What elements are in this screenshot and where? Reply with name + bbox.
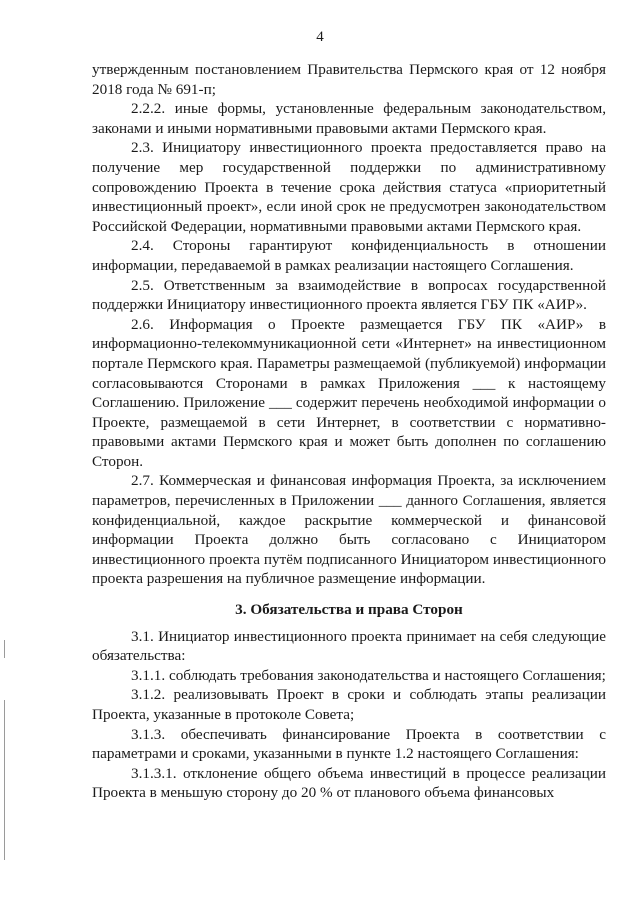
paragraph: 2.4. Стороны гарантируют конфиденциальность в отношении информации, передаваемой в рамках реализации настоящего Соглашения. (92, 237, 606, 274)
document-body (92, 60, 606, 803)
paragraph: 3.1.1. соблюдать требования законодательства и настоящего Соглашения; (131, 666, 606, 684)
paragraph: 2.7. Коммерческая и финансовая информация Проекта, за исключением параметров, перечисленных в Приложении ___ данного Соглашения, является конфиденциальной, каждое раскрытие коммерческой и финансовой информации Проекта должно быть согласовано с Инициатором инвестиционного проекта путём подписанного Инициатором инвестиционного проекта разрешения на публичное размещение информации. (92, 472, 606, 588)
paragraph: утвержденным постановлением Правительства Пермского края от 12 ноября 2018 года № 691-п; (92, 61, 606, 98)
section-heading: 3. Обязательства и права Сторон (235, 601, 463, 619)
paragraph: 3.1. Инициатор инвестиционного проекта принимает на себя следующие обязательства: (92, 627, 606, 665)
page-number: 4 (316, 29, 324, 45)
scan-edge-mark (4, 640, 5, 658)
paragraph: 2.2.2. иные формы, установленные федеральным законодательством, законами и иными нормативными правовыми актами Пермского края. (92, 100, 606, 137)
paragraph: 2.3. Инициатору инвестиционного проекта предоставляется право на получение мер государственной поддержки по административному сопровождению Проекта в течение срока действия статуса «приоритетный инвестиционный проект», если иной срок не предусмотрен законодательством Российской Федерации, нормативными правовыми актами Пермского края. (92, 139, 606, 235)
paragraph: 3.1.3. обеспечивать финансирование Проекта в соответствии с параметрами и сроками, указанными в пункте 1.2 настоящего Соглашения: (92, 725, 606, 763)
paragraph: 2.5. Ответственным за взаимодействие в вопросах государственной поддержки Инициатору инвестиционного проекта является ГБУ ПК «АИР». (92, 276, 606, 314)
paragraph: 3.1.3.1. отклонение общего объема инвестиций в процессе реализации Проекта в меньшую сторону до 20 % от планового объема финансовых (92, 764, 606, 802)
paragraph: 2.6. Информация о Проекте размещается ГБУ ПК «АИР» в информационно-телекоммуникационной сети «Интернет» на инвестиционном портале Пермского края. Параметры размещаемой (публикуемой) информации согласовываются Сторонами в рамках Приложения ___ к настоящему Соглашению. Приложение ___ содержит перечень необходимой информации о Проекте, размещаемой в сети Интернет, в соответствии с нормативно-правовыми актами Пермского края и может быть дополнен по соглашению Сторон. (92, 315, 606, 470)
scan-edge-mark (4, 700, 5, 860)
paragraph: 3.1.2. реализовывать Проект в сроки и соблюдать этапы реализации Проекта, указанные в протоколе Совета; (92, 686, 606, 723)
